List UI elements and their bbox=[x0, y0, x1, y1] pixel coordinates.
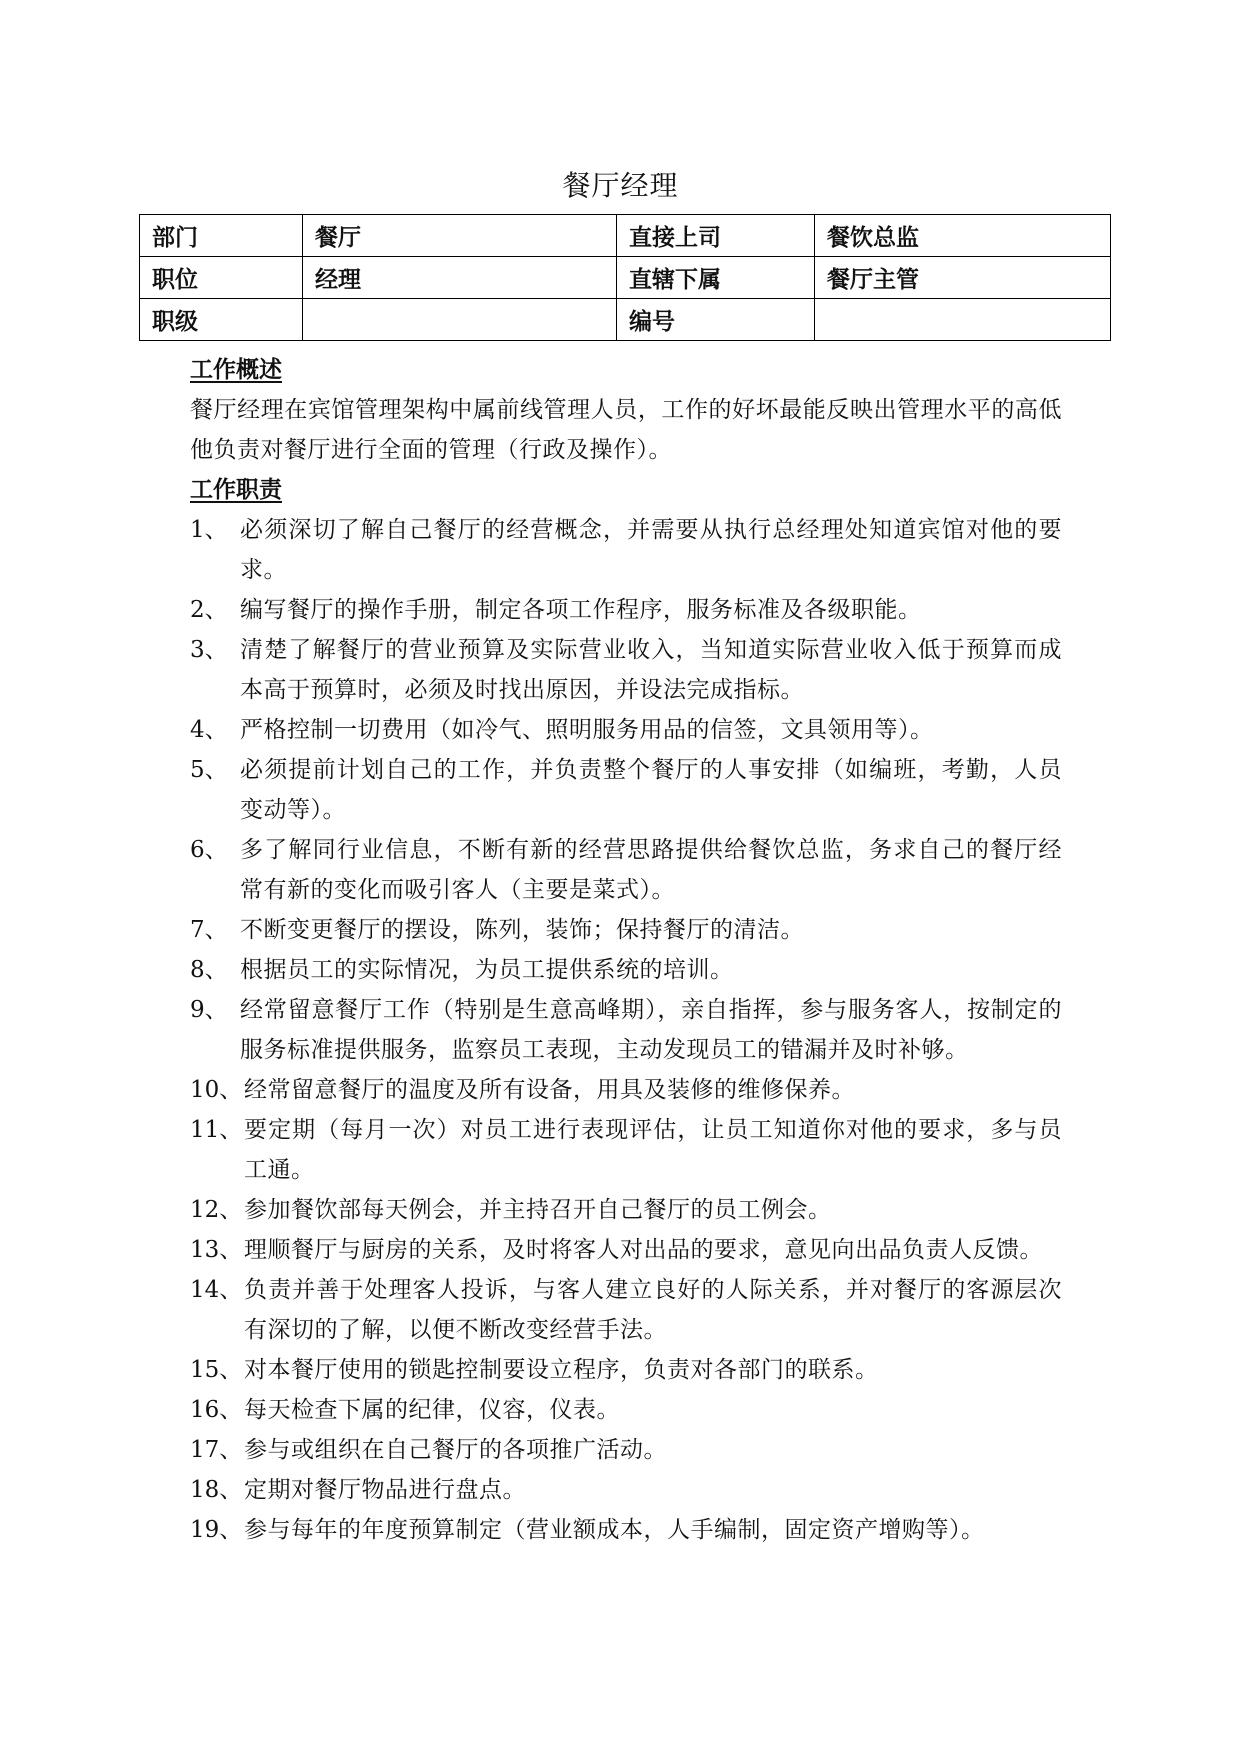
value-department: 餐厅 bbox=[303, 215, 617, 257]
list-item bbox=[190, 1430, 1062, 1470]
item-text: 编写餐厅的操作手册，制定各项工作程序，服务标准及各级职能。 bbox=[240, 597, 922, 623]
item-text: 严格控制一切费用（如冷气、照明服务用品的信签，文具领用等）。 bbox=[240, 717, 934, 743]
list-item bbox=[190, 830, 1062, 910]
item-number: 8、 bbox=[190, 957, 228, 983]
table-row bbox=[140, 299, 1111, 341]
item-number: 6、 bbox=[190, 837, 228, 863]
list-item bbox=[190, 1230, 1062, 1270]
item-text: 对本餐厅使用的锁匙控制要设立程序，负责对各部门的联系。 bbox=[244, 1357, 879, 1383]
list-item bbox=[190, 750, 1062, 830]
item-number: 3、 bbox=[190, 637, 228, 663]
item-text: 参加餐饮部每天例会，并主持召开自己餐厅的员工例会。 bbox=[244, 1197, 832, 1223]
value-direct-supervisor: 餐饮总监 bbox=[815, 215, 1111, 257]
item-number: 15、 bbox=[190, 1357, 243, 1383]
item-text: 理顺餐厅与厨房的关系，及时将客人对出品的要求，意见向出品负责人反馈。 bbox=[244, 1237, 1043, 1263]
list-item bbox=[190, 990, 1062, 1070]
item-text: 多了解同行业信息，不断有新的经营思路提供给餐饮总监，务求自己的餐厅经常有新的变化而吸引客人（主要是菜式）。 bbox=[240, 837, 1062, 903]
item-text: 每天检查下属的纪律，仪容，仪表。 bbox=[244, 1397, 620, 1423]
item-text: 必须提前计划自己的工作，并负责整个餐厅的人事安排（如编班，考勤，人员变动等）。 bbox=[240, 757, 1062, 823]
item-number: 14、 bbox=[190, 1277, 243, 1303]
label-department: 部门 bbox=[140, 215, 303, 257]
value-number bbox=[815, 299, 1111, 341]
item-number: 2、 bbox=[190, 597, 228, 623]
list-item bbox=[190, 590, 1062, 630]
item-text: 经常留意餐厅工作（特别是生意高峰期），亲自指挥，参与服务客人，按制定的服务标准提供服务，监察员工表现，主动发现员工的错漏并及时补够。 bbox=[240, 997, 1062, 1063]
value-direct-subordinate: 餐厅主管 bbox=[815, 257, 1111, 299]
label-position: 职位 bbox=[140, 257, 303, 299]
item-number: 19、 bbox=[190, 1517, 243, 1543]
table-row bbox=[140, 215, 1111, 257]
list-item bbox=[190, 1110, 1062, 1190]
list-item bbox=[190, 1270, 1062, 1350]
label-direct-supervisor: 直接上司 bbox=[617, 215, 815, 257]
item-text: 清楚了解餐厅的营业预算及实际营业收入，当知道实际营业收入低于预算而成本高于预算时，必须及时找出原因，并设法完成指标。 bbox=[240, 637, 1062, 703]
document-title: 餐厅经理 bbox=[562, 169, 679, 202]
label-number: 编号 bbox=[617, 299, 815, 341]
table-row bbox=[140, 257, 1111, 299]
list-item bbox=[190, 1470, 1062, 1510]
list-item bbox=[190, 910, 1062, 950]
duties-heading: 工作职责 bbox=[190, 477, 282, 503]
item-text: 要定期（每月一次）对员工进行表现评估，让员工知道你对他的要求，多与员工通。 bbox=[244, 1117, 1062, 1183]
item-number: 16、 bbox=[190, 1397, 243, 1423]
label-direct-subordinate: 直辖下属 bbox=[617, 257, 815, 299]
job-info-table bbox=[139, 214, 1111, 341]
item-number: 10、 bbox=[190, 1077, 243, 1103]
overview-heading: 工作概述 bbox=[190, 357, 282, 383]
item-number: 12、 bbox=[190, 1197, 243, 1223]
value-position: 经理 bbox=[303, 257, 617, 299]
item-text: 定期对餐厅物品进行盘点。 bbox=[244, 1477, 526, 1503]
item-number: 7、 bbox=[190, 917, 228, 943]
list-item bbox=[190, 510, 1062, 590]
list-item bbox=[190, 1070, 1062, 1110]
list-item bbox=[190, 1390, 1062, 1430]
item-number: 11、 bbox=[190, 1117, 243, 1143]
list-item bbox=[190, 1510, 1062, 1550]
item-number: 9、 bbox=[190, 997, 228, 1023]
list-item bbox=[190, 1190, 1062, 1230]
item-number: 4、 bbox=[190, 717, 228, 743]
list-item bbox=[190, 950, 1062, 990]
item-text: 参与或组织在自己餐厅的各项推广活动。 bbox=[244, 1437, 667, 1463]
item-text: 必须深切了解自己餐厅的经营概念，并需要从执行总经理处知道宾馆对他的要求。 bbox=[240, 517, 1062, 583]
item-number: 17、 bbox=[190, 1437, 243, 1463]
item-text: 负责并善于处理客人投诉，与客人建立良好的人际关系，并对餐厅的客源层次有深切的了解，以便不断改变经营手法。 bbox=[244, 1277, 1062, 1343]
content-section bbox=[0, 350, 1241, 1550]
item-number: 13、 bbox=[190, 1237, 243, 1263]
item-number: 1、 bbox=[190, 517, 228, 543]
overview-text: 餐厅经理在宾馆管理架构中属前线管理人员，工作的好坏最能反映出管理水平的高低他负责对餐厅进行全面的管理（行政及操作）。 bbox=[190, 397, 1062, 463]
item-text: 根据员工的实际情况，为员工提供系统的培训。 bbox=[240, 957, 734, 983]
item-text: 经常留意餐厅的温度及所有设备，用具及装修的维修保养。 bbox=[244, 1077, 855, 1103]
item-text: 不断变更餐厅的摆设，陈列，装饰；保持餐厅的清洁。 bbox=[240, 917, 804, 943]
list-item bbox=[190, 1350, 1062, 1390]
item-text: 参与每年的年度预算制定（营业额成本，人手编制，固定资产增购等）。 bbox=[244, 1517, 985, 1543]
list-item bbox=[190, 630, 1062, 710]
item-number: 18、 bbox=[190, 1477, 243, 1503]
label-grade: 职级 bbox=[140, 299, 303, 341]
list-item bbox=[190, 710, 1062, 750]
value-grade bbox=[303, 299, 617, 341]
item-number: 5、 bbox=[190, 757, 228, 783]
